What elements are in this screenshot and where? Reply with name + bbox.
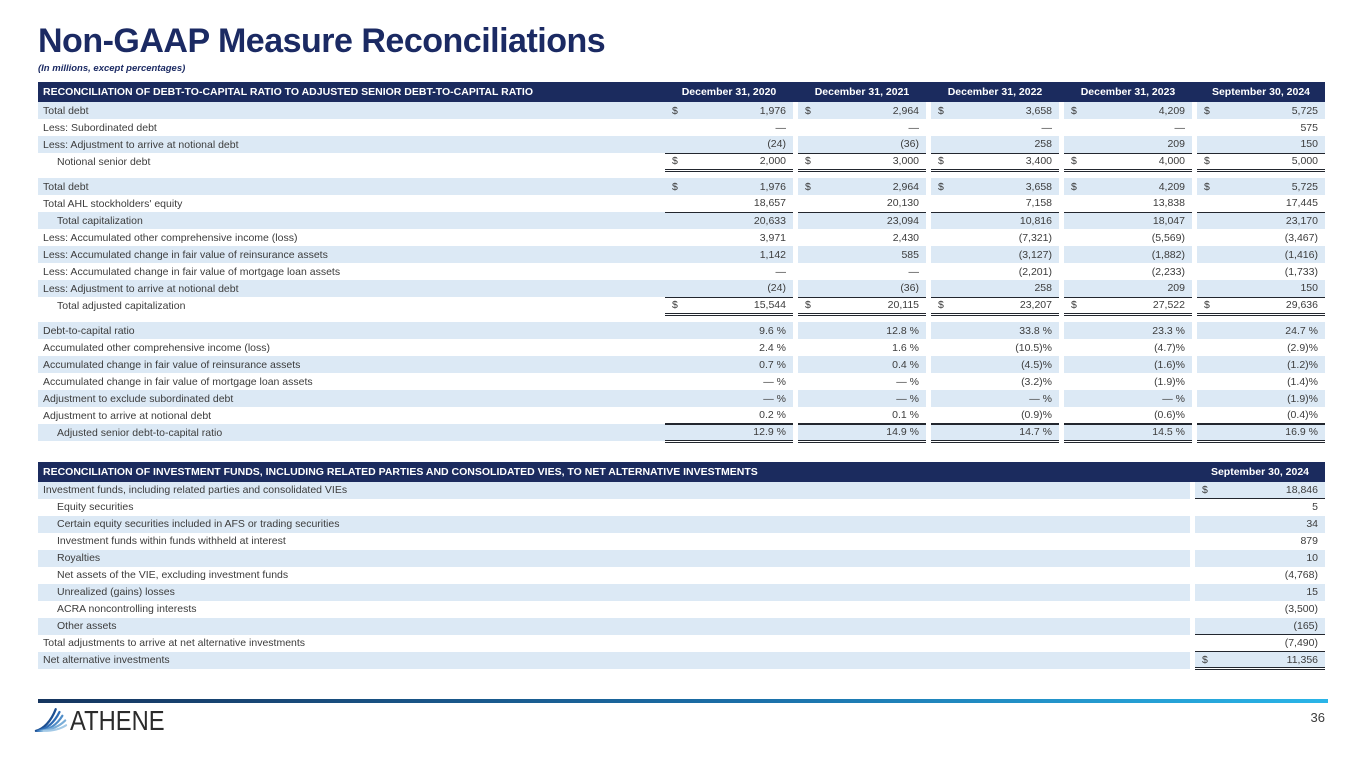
dollar-sign: $ bbox=[1064, 102, 1082, 119]
cell-value: 29,636 bbox=[1215, 297, 1325, 314]
dollar-sign bbox=[665, 229, 683, 246]
dollar-sign bbox=[1195, 635, 1213, 652]
cell-value: — bbox=[775, 121, 786, 134]
row-label: Total debt bbox=[38, 178, 660, 195]
dollar-sign bbox=[1064, 280, 1082, 297]
cell-value: (1,416) bbox=[1215, 246, 1325, 263]
cell-value: 209 bbox=[1082, 280, 1192, 297]
cell-value: 1,976 bbox=[683, 178, 793, 195]
dollar-sign bbox=[665, 356, 683, 373]
row-label: Equity securities bbox=[57, 501, 134, 513]
cell-value: 209 bbox=[1082, 136, 1192, 153]
dollar-sign bbox=[1064, 136, 1082, 153]
dollar-sign bbox=[665, 246, 683, 263]
cell-value: 2,000 bbox=[683, 153, 793, 170]
dollar-sign bbox=[931, 424, 949, 441]
dollar-sign bbox=[665, 195, 683, 212]
row-label: Total debt bbox=[38, 102, 660, 119]
dollar-sign bbox=[1195, 516, 1213, 533]
funds-table bbox=[38, 462, 1325, 671]
dollar-sign bbox=[1197, 229, 1215, 246]
cell-value: 3,658 bbox=[949, 178, 1059, 195]
dollar-sign bbox=[1064, 195, 1082, 212]
table-row bbox=[38, 601, 1325, 618]
cell-value: 18,657 bbox=[683, 195, 793, 212]
dollar-sign bbox=[931, 136, 949, 153]
cell-value: 5,725 bbox=[1215, 102, 1325, 119]
table-row bbox=[38, 390, 1325, 407]
cell-value: (4.5)% bbox=[949, 356, 1059, 373]
cell-value: 18,846 bbox=[1213, 482, 1325, 499]
row-label: Net alternative investments bbox=[38, 652, 1190, 669]
cell-value: 575 bbox=[1300, 121, 1318, 134]
dollar-sign bbox=[798, 263, 816, 280]
dollar-sign bbox=[1195, 533, 1213, 550]
cell-value: 0.7 % bbox=[683, 356, 793, 373]
dollar-sign bbox=[1197, 356, 1215, 373]
cell-value: (1.9)% bbox=[1215, 390, 1325, 407]
dollar-sign bbox=[798, 322, 816, 339]
cell-value: 2,964 bbox=[816, 102, 926, 119]
cell-value: 258 bbox=[949, 280, 1059, 297]
dollar-sign bbox=[798, 229, 816, 246]
dollar-sign bbox=[1197, 390, 1215, 407]
table-row bbox=[38, 424, 1325, 441]
dollar-sign bbox=[931, 229, 949, 246]
spacer-cell bbox=[38, 170, 1325, 178]
dollar-sign bbox=[1195, 567, 1213, 584]
dollar-sign bbox=[1195, 618, 1213, 635]
table-row bbox=[38, 652, 1325, 669]
cell-value: (24) bbox=[683, 136, 793, 153]
footer-accent-divider bbox=[38, 699, 1328, 703]
dollar-sign bbox=[931, 212, 949, 229]
page-subtitle: (In millions, except percentages) bbox=[38, 63, 186, 74]
cell-value: (3,500) bbox=[1284, 603, 1318, 615]
dollar-sign bbox=[931, 119, 949, 136]
dollar-sign bbox=[1064, 424, 1082, 441]
row-label: Investment funds, including related parties and consolidated VIEs bbox=[38, 482, 1190, 499]
cell-value: 23,094 bbox=[816, 212, 926, 229]
cell-value: 16.9 % bbox=[1215, 424, 1325, 441]
table-row bbox=[38, 635, 1325, 652]
table-row bbox=[38, 102, 1325, 119]
table-row bbox=[38, 533, 1325, 550]
dollar-sign bbox=[798, 339, 816, 356]
dollar-sign bbox=[931, 373, 949, 390]
cell-value: (4.7)% bbox=[1154, 341, 1185, 354]
cell-value: (3.2)% bbox=[1021, 375, 1052, 388]
dollar-sign bbox=[1197, 339, 1215, 356]
dollar-sign bbox=[1197, 322, 1215, 339]
funds-table-header-row bbox=[38, 462, 1325, 482]
cell-value: 3,000 bbox=[816, 153, 926, 170]
dollar-sign: $ bbox=[1195, 652, 1213, 669]
page-title: Non-GAAP Measure Reconciliations bbox=[38, 22, 606, 60]
dollar-sign bbox=[798, 356, 816, 373]
table-row bbox=[38, 356, 1325, 373]
cell-value: (1.2)% bbox=[1215, 356, 1325, 373]
table-row bbox=[38, 516, 1325, 533]
cell-value: 34 bbox=[1213, 516, 1325, 533]
cell-value: 2,964 bbox=[816, 178, 926, 195]
spacer-cell bbox=[38, 314, 1325, 322]
dollar-sign bbox=[1197, 246, 1215, 263]
row-label: Less: Accumulated change in fair value of reinsurance assets bbox=[38, 246, 660, 263]
cell-value: — % bbox=[949, 390, 1059, 407]
cell-value: 879 bbox=[1300, 535, 1318, 547]
dollar-sign: $ bbox=[1197, 178, 1215, 195]
row-label: ACRA noncontrolling interests bbox=[57, 603, 197, 615]
dollar-sign: $ bbox=[665, 102, 683, 119]
column-header-2023: December 31, 2023 bbox=[1064, 82, 1192, 102]
dollar-sign bbox=[798, 119, 816, 136]
dollar-sign bbox=[798, 424, 816, 441]
cell-value: 10 bbox=[1213, 550, 1325, 567]
dollar-sign bbox=[665, 119, 683, 136]
row-label: Unrealized (gains) losses bbox=[38, 584, 1190, 601]
dollar-sign bbox=[1197, 136, 1215, 153]
dollar-sign: $ bbox=[931, 153, 949, 170]
row-label: Total capitalization bbox=[38, 212, 660, 229]
dollar-sign bbox=[931, 263, 949, 280]
table-row bbox=[38, 195, 1325, 212]
dollar-sign bbox=[665, 212, 683, 229]
row-label: Less: Adjustment to arrive at notional debt bbox=[38, 136, 660, 153]
dollar-sign bbox=[798, 407, 816, 424]
row-label: Adjustment to arrive at notional debt bbox=[43, 409, 212, 422]
cell-value: (7,321) bbox=[1018, 231, 1052, 244]
cell-value: (7,490) bbox=[1213, 635, 1325, 652]
section-spacer-row bbox=[38, 170, 1325, 178]
table-row bbox=[38, 567, 1325, 584]
dollar-sign bbox=[1064, 373, 1082, 390]
cell-value: — bbox=[1174, 121, 1185, 134]
dollar-sign bbox=[1197, 407, 1215, 424]
cell-value: 11,356 bbox=[1213, 652, 1325, 669]
row-label: Less: Accumulated other comprehensive income (loss) bbox=[43, 231, 298, 244]
dollar-sign bbox=[1197, 119, 1215, 136]
cell-value: 15 bbox=[1213, 584, 1325, 601]
cell-value: 24.7 % bbox=[1215, 322, 1325, 339]
cell-value: 18,047 bbox=[1082, 212, 1192, 229]
dollar-sign: $ bbox=[665, 297, 683, 314]
dollar-sign bbox=[931, 339, 949, 356]
dollar-sign bbox=[1195, 499, 1213, 516]
dollar-sign: $ bbox=[665, 153, 683, 170]
cell-value: 13,838 bbox=[1082, 195, 1192, 212]
cell-value: 1.6 % bbox=[892, 341, 919, 354]
cell-value: 3,658 bbox=[949, 102, 1059, 119]
cell-value: 150 bbox=[1215, 280, 1325, 297]
row-label: Accumulated change in fair value of reinsurance assets bbox=[38, 356, 660, 373]
cell-value: 4,209 bbox=[1082, 178, 1192, 195]
dollar-sign: $ bbox=[931, 178, 949, 195]
row-label: Certain equity securities included in AFS or trading securities bbox=[38, 516, 1190, 533]
cell-value: 20,115 bbox=[816, 297, 926, 314]
row-label: Total AHL stockholders' equity bbox=[43, 197, 183, 210]
dollar-sign bbox=[665, 407, 683, 424]
cell-value: (2.9)% bbox=[1287, 341, 1318, 354]
cell-value: 1,142 bbox=[683, 246, 793, 263]
row-label: Other assets bbox=[38, 618, 1190, 635]
dollar-sign bbox=[665, 339, 683, 356]
cell-value: 14.9 % bbox=[816, 424, 926, 441]
cell-value: — bbox=[775, 265, 786, 278]
cell-value: (1,733) bbox=[1284, 265, 1318, 278]
cell-value: — % bbox=[896, 375, 919, 388]
table-row bbox=[38, 229, 1325, 246]
dollar-sign bbox=[1064, 119, 1082, 136]
dollar-sign bbox=[1064, 229, 1082, 246]
debt-table bbox=[38, 82, 1325, 443]
cell-value: (0.4)% bbox=[1287, 409, 1318, 421]
cell-value: (10.5)% bbox=[1015, 341, 1052, 354]
cell-value: (36) bbox=[816, 280, 926, 297]
athene-swoosh-icon bbox=[34, 707, 68, 734]
cell-value: 4,209 bbox=[1082, 102, 1192, 119]
dollar-sign: $ bbox=[1197, 153, 1215, 170]
table-row bbox=[38, 297, 1325, 314]
cell-value: 258 bbox=[949, 136, 1059, 153]
table-row bbox=[38, 280, 1325, 297]
row-label: Total adjustments to arrive at net alternative investments bbox=[43, 637, 306, 649]
table-row bbox=[38, 322, 1325, 339]
cell-value: — % bbox=[816, 390, 926, 407]
cell-value: 10,816 bbox=[949, 212, 1059, 229]
dollar-sign bbox=[798, 246, 816, 263]
cell-value: 0.1 % bbox=[892, 409, 919, 421]
cell-value: 14.5 % bbox=[1082, 424, 1192, 441]
cell-value: — bbox=[908, 265, 919, 278]
cell-value: (2,233) bbox=[1151, 265, 1185, 278]
dollar-sign bbox=[931, 280, 949, 297]
athene-logo bbox=[34, 706, 178, 736]
dollar-sign bbox=[798, 373, 816, 390]
table-row bbox=[38, 550, 1325, 567]
dollar-sign bbox=[665, 322, 683, 339]
cell-value: 7,158 bbox=[949, 195, 1059, 212]
column-header-sep-2024: September 30, 2024 bbox=[1195, 462, 1325, 482]
dollar-sign bbox=[931, 356, 949, 373]
cell-value: 0.4 % bbox=[816, 356, 926, 373]
dollar-sign bbox=[1064, 246, 1082, 263]
row-label: Total adjusted capitalization bbox=[57, 299, 186, 312]
dollar-sign bbox=[1197, 373, 1215, 390]
cell-value: — % bbox=[1082, 390, 1192, 407]
cell-value: (1.4)% bbox=[1287, 375, 1318, 388]
table-row bbox=[38, 153, 1325, 170]
row-label: Adjusted senior debt-to-capital ratio bbox=[38, 424, 660, 441]
cell-value: (3,127) bbox=[949, 246, 1059, 263]
cell-value: 20,633 bbox=[683, 212, 793, 229]
dollar-sign bbox=[1195, 601, 1213, 618]
dollar-sign: $ bbox=[931, 102, 949, 119]
dollar-sign: $ bbox=[798, 297, 816, 314]
dollar-sign bbox=[798, 390, 816, 407]
column-header-2020: December 31, 2020 bbox=[665, 82, 793, 102]
dollar-sign bbox=[931, 407, 949, 424]
dollar-sign bbox=[931, 390, 949, 407]
table-row bbox=[38, 584, 1325, 601]
cell-value: 5 bbox=[1312, 501, 1318, 514]
cell-value: 14.7 % bbox=[949, 424, 1059, 441]
dollar-sign bbox=[931, 246, 949, 263]
dollar-sign: $ bbox=[798, 153, 816, 170]
table-row bbox=[38, 618, 1325, 635]
dollar-sign: $ bbox=[1197, 297, 1215, 314]
row-label: Net assets of the VIE, excluding investment funds bbox=[57, 569, 289, 581]
dollar-sign bbox=[1064, 212, 1082, 229]
cell-value: 15,544 bbox=[683, 297, 793, 314]
dollar-sign bbox=[1197, 212, 1215, 229]
cell-value: (0.9)% bbox=[1021, 409, 1052, 421]
cell-value: 17,445 bbox=[1215, 195, 1325, 212]
cell-value: (4,768) bbox=[1284, 569, 1318, 581]
debt-table-title: RECONCILIATION OF DEBT-TO-CAPITAL RATIO TO ADJUSTED SENIOR DEBT-TO-CAPITAL RATIO bbox=[38, 82, 660, 102]
debt-table-header-row bbox=[38, 82, 1325, 102]
row-label: Investment funds within funds withheld at interest bbox=[57, 535, 286, 547]
table-row bbox=[38, 339, 1325, 356]
row-label: Less: Accumulated change in fair value of mortgage loan assets bbox=[43, 265, 341, 278]
cell-value: (1,882) bbox=[1082, 246, 1192, 263]
cell-value: 585 bbox=[816, 246, 926, 263]
dollar-sign bbox=[1197, 280, 1215, 297]
cell-value: (2,201) bbox=[1018, 265, 1052, 278]
page-number: 36 bbox=[1310, 710, 1325, 725]
column-header-2021: December 31, 2021 bbox=[798, 82, 926, 102]
dollar-sign bbox=[665, 390, 683, 407]
cell-value: — % bbox=[683, 390, 793, 407]
cell-value: 27,522 bbox=[1082, 297, 1192, 314]
cell-value: (165) bbox=[1213, 618, 1325, 635]
section-spacer-row bbox=[38, 314, 1325, 322]
dollar-sign bbox=[931, 195, 949, 212]
cell-value: (1.6)% bbox=[1082, 356, 1192, 373]
cell-value: (36) bbox=[816, 136, 926, 153]
table-row bbox=[38, 482, 1325, 499]
dollar-sign bbox=[1064, 339, 1082, 356]
table-row bbox=[38, 136, 1325, 153]
row-label: Less: Subordinated debt bbox=[43, 121, 157, 134]
funds-table-title: RECONCILIATION OF INVESTMENT FUNDS, INCLUDING RELATED PARTIES AND CONSOLIDATED VIES, TO NET ALTERNATIVE INVESTMENTS bbox=[38, 462, 1190, 482]
table-row bbox=[38, 407, 1325, 424]
dollar-sign: $ bbox=[1064, 297, 1082, 314]
dollar-sign: $ bbox=[931, 297, 949, 314]
column-header-2022: December 31, 2022 bbox=[931, 82, 1059, 102]
dollar-sign bbox=[1064, 407, 1082, 424]
row-label: Accumulated other comprehensive income (loss) bbox=[43, 341, 271, 354]
dollar-sign bbox=[1197, 424, 1215, 441]
dollar-sign bbox=[1064, 263, 1082, 280]
dollar-sign: $ bbox=[1064, 153, 1082, 170]
cell-value: 33.8 % bbox=[949, 322, 1059, 339]
cell-value: (5,569) bbox=[1151, 231, 1185, 244]
dollar-sign bbox=[1064, 322, 1082, 339]
cell-value: 12.9 % bbox=[683, 424, 793, 441]
dollar-sign bbox=[1195, 550, 1213, 567]
column-header-2024: September 30, 2024 bbox=[1197, 82, 1325, 102]
table-row bbox=[38, 499, 1325, 516]
cell-value: — % bbox=[763, 375, 786, 388]
dollar-sign bbox=[931, 322, 949, 339]
dollar-sign: $ bbox=[798, 102, 816, 119]
row-label: Notional senior debt bbox=[57, 155, 151, 168]
cell-value: 12.8 % bbox=[816, 322, 926, 339]
cell-value: — bbox=[1041, 121, 1052, 134]
row-label: Royalties bbox=[38, 550, 1190, 567]
dollar-sign: $ bbox=[665, 178, 683, 195]
row-label: Debt-to-capital ratio bbox=[38, 322, 660, 339]
dollar-sign: $ bbox=[1197, 102, 1215, 119]
table-row bbox=[38, 246, 1325, 263]
cell-value: (0.6)% bbox=[1154, 409, 1185, 421]
table-row bbox=[38, 119, 1325, 136]
dollar-sign bbox=[798, 136, 816, 153]
cell-value: 1,976 bbox=[683, 102, 793, 119]
dollar-sign bbox=[798, 212, 816, 229]
dollar-sign bbox=[665, 280, 683, 297]
dollar-sign bbox=[665, 373, 683, 390]
cell-value: 9.6 % bbox=[683, 322, 793, 339]
table-row bbox=[38, 178, 1325, 195]
cell-value: 23,170 bbox=[1215, 212, 1325, 229]
dollar-sign bbox=[1064, 390, 1082, 407]
cell-value: 23,207 bbox=[949, 297, 1059, 314]
table-row bbox=[38, 263, 1325, 280]
dollar-sign bbox=[1197, 263, 1215, 280]
dollar-sign: $ bbox=[1195, 482, 1213, 499]
cell-value: 0.2 % bbox=[759, 409, 786, 421]
cell-value: (3,467) bbox=[1284, 231, 1318, 244]
cell-value: 3,400 bbox=[949, 153, 1059, 170]
cell-value: 5,000 bbox=[1215, 153, 1325, 170]
cell-value: 150 bbox=[1215, 136, 1325, 153]
dollar-sign: $ bbox=[798, 178, 816, 195]
cell-value: 5,725 bbox=[1215, 178, 1325, 195]
dollar-sign bbox=[1064, 356, 1082, 373]
cell-value: 4,000 bbox=[1082, 153, 1192, 170]
cell-value: — bbox=[908, 121, 919, 134]
row-label: Accumulated change in fair value of mortgage loan assets bbox=[43, 375, 313, 388]
row-label: Less: Adjustment to arrive at notional debt bbox=[38, 280, 660, 297]
dollar-sign bbox=[798, 280, 816, 297]
dollar-sign bbox=[665, 263, 683, 280]
cell-value: (24) bbox=[683, 280, 793, 297]
row-label: Adjustment to exclude subordinated debt bbox=[38, 390, 660, 407]
dollar-sign: $ bbox=[1064, 178, 1082, 195]
dollar-sign bbox=[665, 136, 683, 153]
cell-value: 20,130 bbox=[816, 195, 926, 212]
athene-wordmark: ATHENE bbox=[70, 704, 165, 736]
dollar-sign bbox=[1195, 584, 1213, 601]
cell-value: 23.3 % bbox=[1082, 322, 1192, 339]
dollar-sign bbox=[1197, 195, 1215, 212]
cell-value: (1.9)% bbox=[1154, 375, 1185, 388]
dollar-sign bbox=[665, 424, 683, 441]
dollar-sign bbox=[798, 195, 816, 212]
table-row bbox=[38, 212, 1325, 229]
table-row bbox=[38, 373, 1325, 390]
cell-value: 2,430 bbox=[892, 231, 919, 244]
cell-value: 3,971 bbox=[759, 231, 786, 244]
cell-value: 2.4 % bbox=[759, 341, 786, 354]
